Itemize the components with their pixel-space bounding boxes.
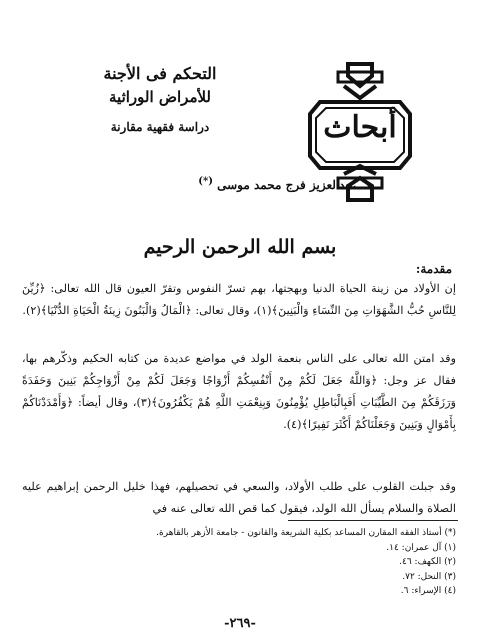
article-subtitle: دراسة فقهية مقارنة (110, 120, 210, 134)
paragraph-1: إن الأولاد من زينة الحياة الدنيا وبهجتها، بهم تسرّ النفوس وتقرّ العيون قال الله تعالى: ﴿زُيِّنَ لِلنَّاسِ حُبُّ الشَّهَوَاتِ مِنَ النِّسَاءِ وَالْبَنِينَ﴾(١)، وقال تعالى: ﴿الْمَالُ وَالْبَنُونَ زِينَةُ الْحَيَاةِ الدُّنْيَا﴾(٢). (22, 282, 456, 317)
author-name: د. عبدالعزيز فرج محمد موسى (217, 178, 370, 192)
paragraph-3: وقد جبلت القلوب على طلب الأولاد، والسعي في تحصيلهم، فهذا خليل الرحمن إبراهيم عليه الصلاة والسلام يسأل الله الولد، فيقول كما قص الله تعالى عنه في (22, 480, 456, 515)
basmala: بسم الله الرحمن الرحيم (143, 236, 337, 258)
footnote: (٢) الكهف: ٤٦. (399, 557, 456, 567)
page-number: -٢٦٩- (224, 616, 256, 631)
intro-heading: مقدمة: (415, 262, 452, 276)
author-footnote-mark: (*) (198, 176, 213, 187)
article-title-line2: للأمراض الوراثية (109, 88, 211, 106)
footnote: (٣) النحل: ٧٢. (402, 571, 456, 582)
footnote: (*) أستاذ الفقه المقارن المساعد بكلية الشريعة والقانون - جامعة الأزهر بالقاهرة. (156, 528, 456, 538)
footnotes (22, 526, 456, 599)
footnote: (١) آل عمران: ١٤. (386, 542, 456, 553)
paragraph-2: وقد امتن الله تعالى على الناس بنعمة الولد في مواضع عديدة من كتابه الحكيم وذكّرهم بها، فقال عز وجل: ﴿وَاللَّهُ جَعَلَ لَكُمْ مِنْ أَنْفُسِكُمْ أَزْوَاجًا وَجَعَلَ لَكُمْ مِنْ أَزْوَاجِكُمْ بَنِينَ وَحَفَدَةً وَرَزَقَكُمْ مِنَ الطَّيِّبَاتِ أَفَبِالْبَاطِلِ يُؤْمِنُونَ وَبِنِعْمَتِ اللَّهِ هُمْ يَكْفُرُونَ﴾(٣)، وقال أيضاً: ﴿وَأَمْدَدْنَاكُمْ بِأَمْوَالٍ وَبَنِينَ وَجَعَلْنَاكُمْ أَكْثَرَ نَفِيرًا﴾(٤). (22, 352, 456, 431)
section-label: أبحاث (323, 110, 397, 145)
author-line (100, 176, 370, 192)
footnote: (٤) الإسراء: ٦. (400, 586, 456, 596)
article-title: التحكم فى الأجنة (103, 64, 217, 83)
footnote-divider (288, 520, 458, 521)
